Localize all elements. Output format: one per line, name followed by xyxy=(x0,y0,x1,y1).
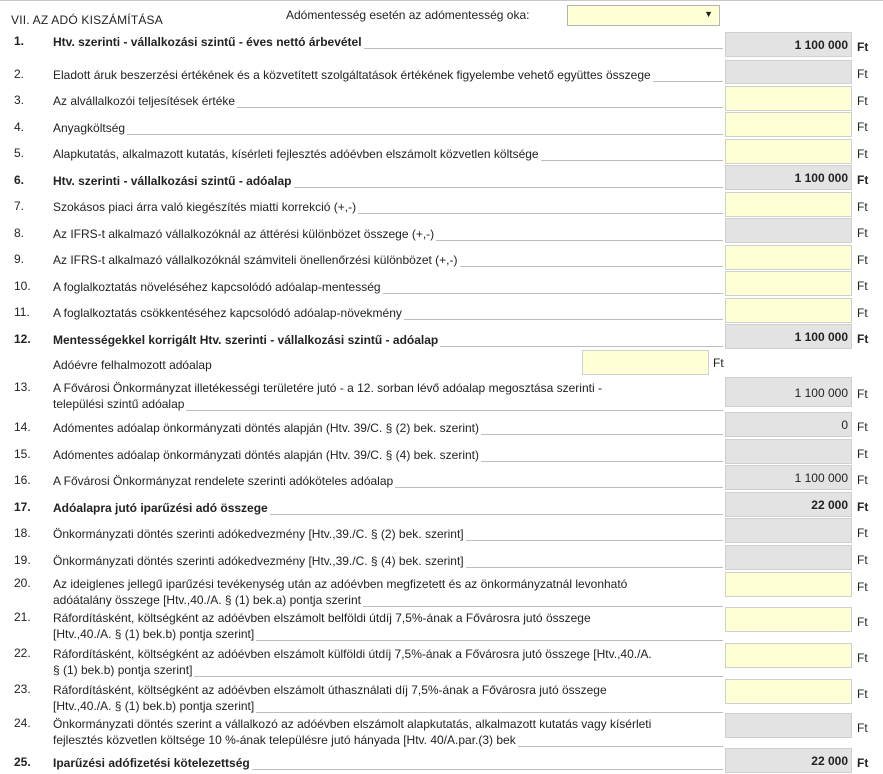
currency-label: Ft xyxy=(857,147,868,161)
currency-label: Ft xyxy=(857,200,868,214)
row-label: Önkormányzati döntés szerint a vállalkozó az adóévben elszámolt alapkutatás, alkalmazott kutatás vagy kísérleti xyxy=(53,717,652,731)
currency-label: Ft xyxy=(857,253,868,267)
currency-label: Ft xyxy=(857,173,869,187)
amount-readonly: 0 xyxy=(725,412,852,437)
row-number: 16. xyxy=(14,473,31,487)
currency-label: Ft xyxy=(857,120,868,134)
row-number: 5. xyxy=(14,146,25,160)
row-number: 2. xyxy=(14,67,25,81)
amount-readonly xyxy=(725,439,852,464)
row-label: A foglalkoztatás csökkentéséhez kapcsolódó adóalap-növekmény xyxy=(53,306,402,320)
amount-readonly: 1 100 000 xyxy=(725,32,852,57)
currency-label: Ft xyxy=(857,226,868,240)
currency-label: Ft xyxy=(857,721,868,735)
currency-label: Ft xyxy=(857,687,868,701)
currency-label: Ft xyxy=(857,40,869,54)
row-label: Önkormányzati döntés szerinti adókedvezmény [Htv.,39./C. § (4) bek. szerint] xyxy=(53,554,464,568)
amount-readonly xyxy=(725,60,852,84)
row-label: Az IFRS-t alkalmazó vállalkozóknál az áttérési különbözet összege (+,-) xyxy=(53,227,435,241)
currency-label: Ft xyxy=(857,553,868,567)
amount-input[interactable] xyxy=(725,298,852,323)
row-number: 4. xyxy=(14,120,25,134)
row-label: Anyagköltség xyxy=(53,121,126,135)
exemption-reason-select[interactable] xyxy=(567,5,720,26)
row-label-continued: [Htv.,40./A. § (1) bek.b) pontja szerint] xyxy=(53,699,255,713)
amount-input[interactable] xyxy=(725,86,852,111)
row-number: 11. xyxy=(14,305,30,319)
row-number: 22. xyxy=(14,646,31,660)
row-label: Szokásos piaci árra való kiegészítés miatti korrekció (+,-) xyxy=(53,200,357,214)
amount-input[interactable] xyxy=(725,245,852,270)
row-number: 23. xyxy=(14,682,31,696)
chevron-down-icon: ▼ xyxy=(704,9,713,19)
amount-readonly xyxy=(725,713,852,738)
amount-input[interactable] xyxy=(725,643,852,668)
row-label: Htv. szerinti - vállalkozási szintű - éves nettó árbevétel xyxy=(53,35,362,49)
amount-readonly: 1 100 000 xyxy=(725,465,852,490)
currency-label: Ft xyxy=(857,580,868,594)
amount-input[interactable] xyxy=(725,139,852,164)
amount-readonly: 22 000 xyxy=(725,748,852,773)
currency-label: Ft xyxy=(857,420,868,434)
row-number: 20. xyxy=(14,576,31,590)
section-title: VII. AZ ADÓ KISZÁMÍTÁSA xyxy=(11,13,163,27)
row-label-continued: [Htv.,40./A. § (1) bek.b) pontja szerint] xyxy=(53,627,255,641)
amount-readonly xyxy=(725,545,852,570)
row-number: 13. xyxy=(14,380,31,394)
section-header xyxy=(0,0,883,30)
row-number: 17. xyxy=(14,500,31,514)
currency-label: Ft xyxy=(857,615,868,629)
row-label: A Fővárosi Önkormányzat illetékességi területére jutó - a 12. sorban lévő adóalap megosztása szerinti - xyxy=(53,381,602,395)
currency-label: Ft xyxy=(857,651,868,665)
currency-label: Ft xyxy=(857,387,868,401)
amount-input[interactable] xyxy=(725,271,852,296)
row-number: 12. xyxy=(14,332,31,346)
amount-input[interactable] xyxy=(725,607,852,632)
row-label: Adómentes adóalap önkormányzati döntés alapján (Htv. 39/C. § (4) bek. szerint) xyxy=(53,448,479,462)
row-number: 18. xyxy=(14,526,31,540)
row-number: 15. xyxy=(14,447,31,461)
currency-label: Ft xyxy=(857,306,868,320)
row-label-continued: adóátalány összege [Htv.,40./A. § (1) bek.a) pontja szerint xyxy=(53,593,361,607)
row-number: 8. xyxy=(14,226,25,240)
row-label-continued: fejlesztés közvetlen költsége 10 %-ának településre jutó hányada [Htv. 40/A.par.(3) bek xyxy=(53,733,516,747)
row-label: Adóalapra jutó iparűzési adó összege xyxy=(53,501,268,515)
row-label: Iparűzési adófizetési kötelezettség xyxy=(53,756,250,770)
row-number: 1. xyxy=(14,34,25,48)
currency-label: Ft xyxy=(857,500,869,514)
row-label: A Fővárosi Önkormányzat rendelete szerinti adóköteles adóalap xyxy=(53,474,394,488)
amount-input[interactable] xyxy=(725,192,852,217)
currency-label: Ft xyxy=(857,94,868,108)
row-number: 21. xyxy=(14,610,31,624)
row-label: Ráfordításként, költségként az adóévben elszámolt úthasználati díj 7,5%-ának a Fővárosra jutó összege xyxy=(53,683,607,697)
row-label: Mentességekkel korrigált Htv. szerinti - vállalkozási szintű - adóalap xyxy=(53,333,439,347)
amount-input[interactable] xyxy=(725,112,852,137)
row-label: Eladott áruk beszerzési értékének és a közvetített szolgáltatások értékének figyelembe vehető együttes összege xyxy=(53,68,651,82)
currency-label: Ft xyxy=(857,279,868,293)
row-label-continued: § (1) bek.b) pontja szerint] xyxy=(53,663,193,677)
amount-input[interactable] xyxy=(725,572,852,597)
currency-label: Ft xyxy=(857,756,869,770)
amount-readonly: 22 000 xyxy=(725,492,852,517)
accumulated-base-input[interactable] xyxy=(582,350,709,375)
row-number: 10. xyxy=(14,279,31,293)
row-label: Az alvállalkozói teljesítések értéke xyxy=(53,94,236,108)
row-label-continued: települési szintű adóalap xyxy=(53,397,185,411)
row-number: 19. xyxy=(14,553,31,567)
currency-label: Ft xyxy=(857,526,868,540)
exemption-reason-label: Adómentesség esetén az adómentesség oka: xyxy=(286,8,530,22)
row-label: A foglalkoztatás növeléséhez kapcsolódó adóalap-mentesség xyxy=(53,280,381,294)
row-number: 9. xyxy=(14,252,25,266)
row-label: Az ideiglenes jellegű iparűzési tevékenység után az adóévben megfizetett és az önkormányzatnál levonható xyxy=(53,577,628,591)
accumulated-base-label: Adóévre felhalmozott adóalap xyxy=(53,358,212,372)
row-number: 6. xyxy=(14,173,25,187)
row-underline xyxy=(53,134,723,135)
currency-label: Ft xyxy=(857,67,868,81)
row-number: 25. xyxy=(14,755,31,769)
amount-readonly xyxy=(725,518,852,543)
accumulated-base-currency: Ft xyxy=(713,356,724,370)
row-number: 14. xyxy=(14,420,31,434)
row-label: Htv. szerinti - vállalkozási szintű - adóalap xyxy=(53,174,292,188)
row-label: Adómentes adóalap önkormányzati döntés alapján (Htv. 39/C. § (2) bek. szerint) xyxy=(53,421,479,435)
amount-readonly: 1 100 000 xyxy=(725,377,852,407)
currency-label: Ft xyxy=(857,332,869,346)
amount-readonly: 1 100 000 xyxy=(725,324,852,349)
amount-input[interactable] xyxy=(725,679,852,704)
currency-label: Ft xyxy=(857,473,868,487)
amount-readonly: 1 100 000 xyxy=(725,165,852,190)
row-number: 24. xyxy=(14,716,31,730)
row-label: Az IFRS-t alkalmazó vállalkozóknál számviteli önellenőrzési különbözet (+,-) xyxy=(53,253,458,267)
row-number: 3. xyxy=(14,93,25,107)
row-label: Ráfordításként, költségként az adóévben elszámolt külföldi útdíj 7,5%-ának a Fővárosra jutó összege [Htv.,40./A. xyxy=(53,647,652,661)
amount-readonly xyxy=(725,218,852,243)
row-label: Alapkutatás, alkalmazott kutatás, kísérleti fejlesztés adóévben elszámolt közvetlen költsége xyxy=(53,147,539,161)
row-label: Önkormányzati döntés szerinti adókedvezmény [Htv.,39./C. § (2) bek. szerint] xyxy=(53,527,464,541)
currency-label: Ft xyxy=(857,447,868,461)
row-number: 7. xyxy=(14,199,25,213)
row-label: Ráfordításként, költségként az adóévben elszámolt belföldi útdíj 7,5%-ának a Fővárosra jutó összege xyxy=(53,611,591,625)
